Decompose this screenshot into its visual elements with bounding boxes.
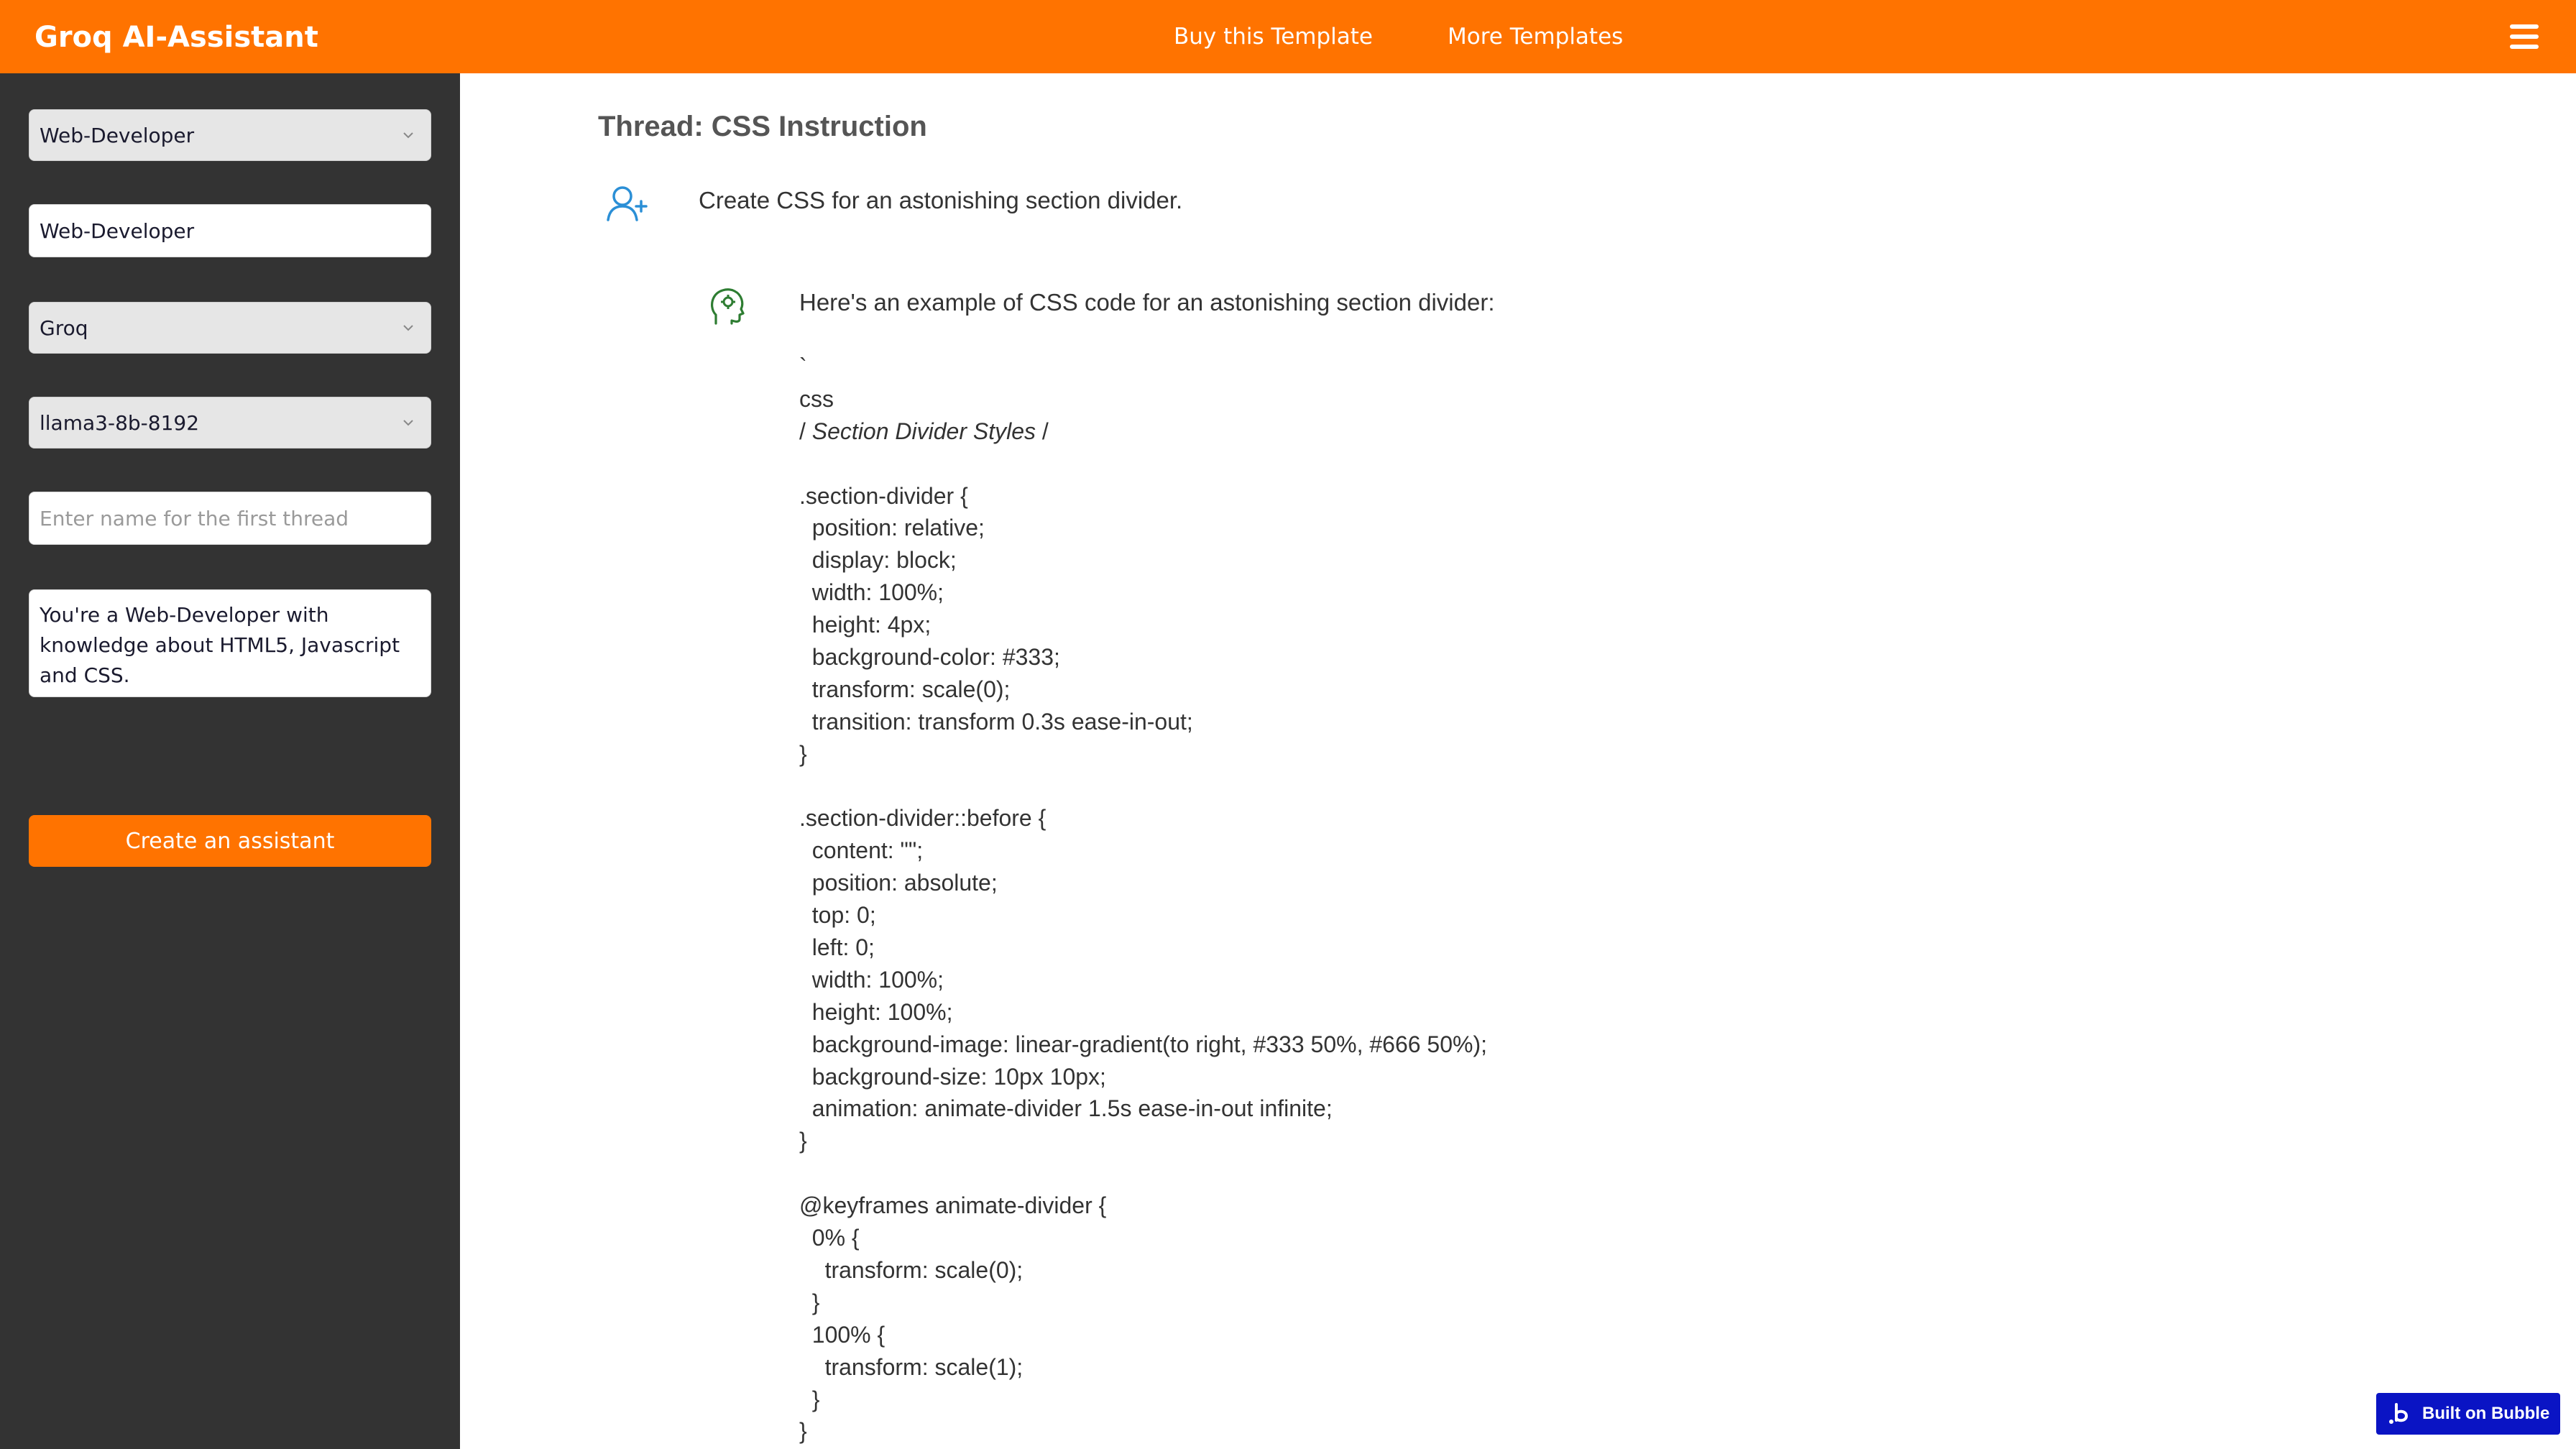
assistant-code-block xyxy=(799,351,1806,1448)
code-line: position: absolute; xyxy=(799,870,998,896)
code-line: } xyxy=(799,740,807,767)
role-select[interactable] xyxy=(29,109,431,161)
code-line: top: 0; xyxy=(799,902,876,929)
bubble-badge-text: Built on Bubble xyxy=(2422,1404,2550,1423)
code-line: transform: scale(1); xyxy=(799,1353,1024,1380)
code-line: } xyxy=(799,1289,820,1315)
code-line: display: block; xyxy=(799,547,957,574)
role-name-value: Web-Developer xyxy=(40,218,195,243)
code-line: transition: transform 0.3s ease-in-out; xyxy=(799,708,1193,735)
thread-name-input[interactable] xyxy=(29,492,431,545)
code-line: content: ""; xyxy=(799,837,924,864)
code-line: position: relative; xyxy=(799,515,985,541)
code-line xyxy=(799,1157,1806,1190)
top-header xyxy=(0,0,2576,73)
model-select-value: llama3-8b-8192 xyxy=(40,410,200,435)
code-line: transform: scale(0); xyxy=(799,676,1011,702)
code-line: animation: animate-divider 1.5s ease-in-out infinite; xyxy=(799,1095,1333,1122)
chevron-down-icon xyxy=(402,418,415,428)
code-line: css xyxy=(799,385,834,412)
instructions-text: You're a Web-Developer with knowledge about HTML5, Javascript and CSS. xyxy=(40,603,400,687)
role-select-value: Web-Developer xyxy=(40,123,195,147)
sidebar xyxy=(0,73,460,1449)
code-line: .section-divider::before { xyxy=(799,805,1046,832)
built-on-bubble-badge[interactable] xyxy=(2376,1393,2560,1435)
provider-select-value: Groq xyxy=(40,316,88,340)
code-line: width: 100%; xyxy=(799,579,944,606)
code-line xyxy=(799,770,1806,803)
code-line: left: 0; xyxy=(799,934,875,961)
code-comment-text: Section Divider Styles xyxy=(811,418,1036,444)
code-line: background-size: 10px 10px; xyxy=(799,1063,1106,1090)
brand-title[interactable]: Groq AI-Assistant xyxy=(34,21,318,54)
chevron-down-icon xyxy=(402,130,415,140)
code-line: height: 100%; xyxy=(799,998,953,1025)
code-line: height: 4px; xyxy=(799,612,932,638)
thread-name-placeholder: Enter name for the first thread xyxy=(40,506,349,530)
ai-head-icon xyxy=(709,286,746,326)
user-add-icon xyxy=(605,184,650,223)
code-line: / Section Divider Styles / xyxy=(799,418,1049,444)
code-line: background-color: #333; xyxy=(799,644,1060,671)
create-assistant-button[interactable]: Create an assistant xyxy=(29,815,431,867)
code-line: 0% { xyxy=(799,1225,860,1251)
chevron-down-icon xyxy=(402,323,415,333)
code-line: transform: scale(0); xyxy=(799,1256,1024,1283)
more-templates-link[interactable]: More Templates xyxy=(1448,24,1624,50)
provider-select[interactable] xyxy=(29,302,431,354)
assistant-intro: Here's an example of CSS code for an astonishing section divider: xyxy=(799,289,1495,316)
code-line: .section-divider { xyxy=(799,482,968,509)
code-line: } xyxy=(799,1418,807,1445)
code-line: background-image: linear-gradient(to right, #333 50%, #666 50%); xyxy=(799,1031,1488,1057)
code-line: } xyxy=(799,1128,807,1154)
bubble-logo-icon xyxy=(2388,1402,2412,1426)
code-line: @keyframes animate-divider { xyxy=(799,1192,1107,1219)
user-message: Create CSS for an astonishing section divider. xyxy=(699,187,1183,213)
code-line: } xyxy=(799,1386,820,1412)
buy-template-link[interactable]: Buy this Template xyxy=(1174,24,1373,50)
code-line: width: 100%; xyxy=(799,966,944,993)
code-line: ` xyxy=(799,354,807,380)
hamburger-menu-icon[interactable] xyxy=(2508,23,2540,50)
role-name-input[interactable] xyxy=(29,204,431,257)
model-select[interactable] xyxy=(29,397,431,448)
code-line: 100% { xyxy=(799,1321,886,1348)
instructions-textarea[interactable] xyxy=(29,589,431,697)
code-line xyxy=(799,448,1806,480)
thread-title: Thread: CSS Instruction xyxy=(598,111,927,142)
